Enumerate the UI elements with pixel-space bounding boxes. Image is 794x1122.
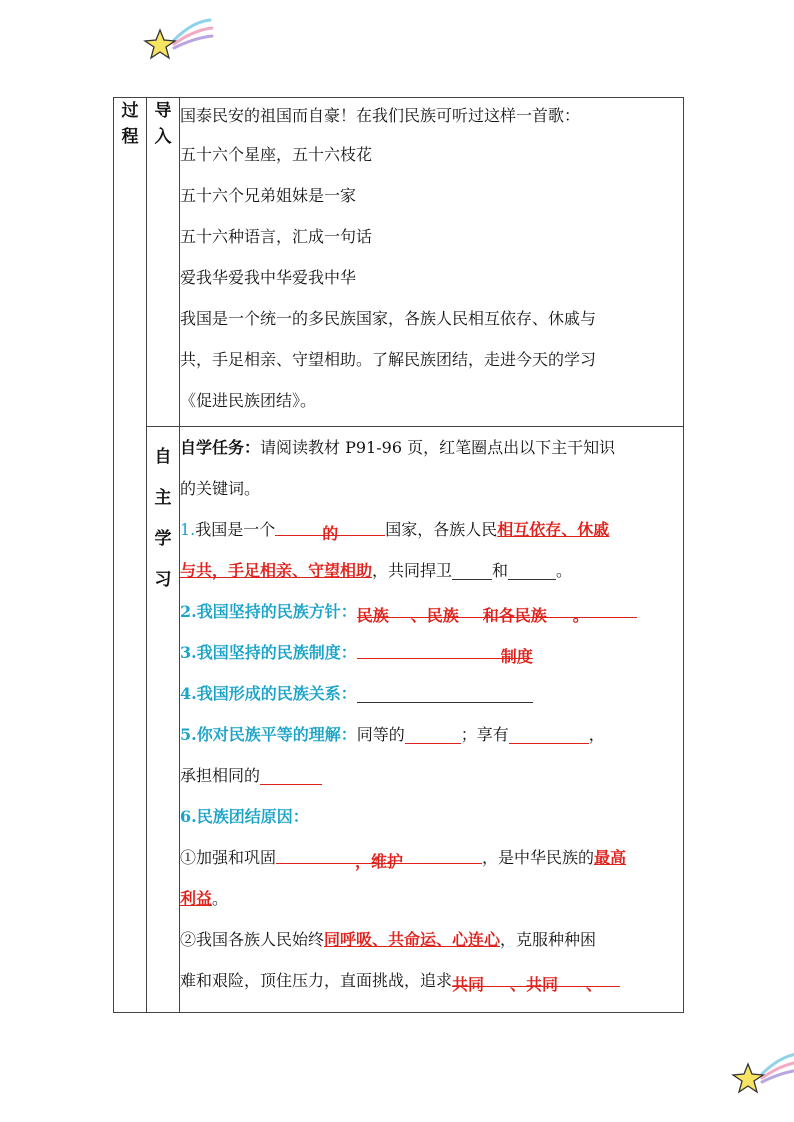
selfstudy-label: 自 主 学 习	[147, 427, 180, 1013]
question-5: 5.你对民族平等的理解：同等的 ；享有 ，	[180, 714, 683, 755]
question-1: 1.我国是一个 的 国家，各族人民相互依存、休戚	[180, 509, 683, 550]
fill-blank[interactable]	[357, 680, 533, 703]
song-line: 爱我华爱我中华爱我中华	[180, 268, 357, 287]
fill-blank[interactable]: ，维护	[276, 841, 482, 864]
fill-blank[interactable]: 的	[275, 513, 385, 536]
question-2: 2.我国坚持的民族方针：民族 、民族 和各民族 。	[180, 591, 683, 632]
intro-paragraph: 共，手足相亲、守望相助。了解民族团结，走进今天的学习	[180, 350, 597, 369]
fill-blank[interactable]: 共同 、共同 、	[452, 964, 620, 987]
question-1-cont: 与共，手足相亲、守望相助，共同捍卫 和 。	[180, 550, 683, 591]
process-label: 过 程	[114, 98, 147, 1013]
fill-blank[interactable]	[405, 721, 461, 744]
song-line: 五十六个兄弟姐妹是一家	[180, 186, 357, 205]
fill-blank[interactable]: 制度	[357, 636, 533, 659]
lesson-table	[113, 97, 684, 1013]
shooting-star-icon	[142, 16, 214, 62]
song-line: 五十六个星座，五十六枝花	[180, 145, 373, 164]
reason-2: ②我国各族人民始终同呼吸、共命运、心连心，克服种种困	[180, 930, 597, 949]
song-line: 五十六种语言，汇成一句话	[180, 227, 373, 246]
intro-paragraph: 《促进民族团结》。	[180, 391, 317, 410]
intro-content	[180, 98, 684, 427]
fill-blank[interactable]	[452, 557, 492, 580]
fill-blank[interactable]	[509, 721, 589, 744]
task-line: 自学任务：请阅读教材 P91-96 页，红笔圈点出以下主干知识	[180, 438, 616, 457]
fill-blank[interactable]	[260, 762, 322, 785]
selfstudy-content	[180, 427, 684, 1013]
intro-label: 导 入	[147, 98, 180, 427]
reason-1-cont: 利益。	[180, 889, 229, 908]
fill-blank[interactable]	[508, 557, 556, 580]
reason-2-cont: 难和艰险，顶住压力，直面挑战，追求共同 、共同 、	[180, 960, 683, 1001]
question-4: 4.我国形成的民族关系：	[180, 673, 683, 714]
intro-line: 国泰民安的祖国而自豪！在我们民族可听过这样一首歌：	[180, 106, 581, 125]
shooting-star-icon	[730, 1050, 794, 1096]
question-5-cont: 承担相同的	[180, 755, 683, 796]
question-3: 3.我国坚持的民族制度： 制度	[180, 632, 683, 673]
reason-1: ①加强和巩固 ，维护 ，是中华民族的最高	[180, 837, 683, 878]
intro-paragraph: 我国是一个统一的多民族国家，各族人民相互依存、休戚与	[180, 309, 597, 328]
task-line: 的关键词。	[180, 479, 261, 498]
fill-blank[interactable]: 民族 、民族 和各民族 。	[357, 595, 637, 618]
question-6: 6.民族团结原因：	[180, 807, 309, 826]
